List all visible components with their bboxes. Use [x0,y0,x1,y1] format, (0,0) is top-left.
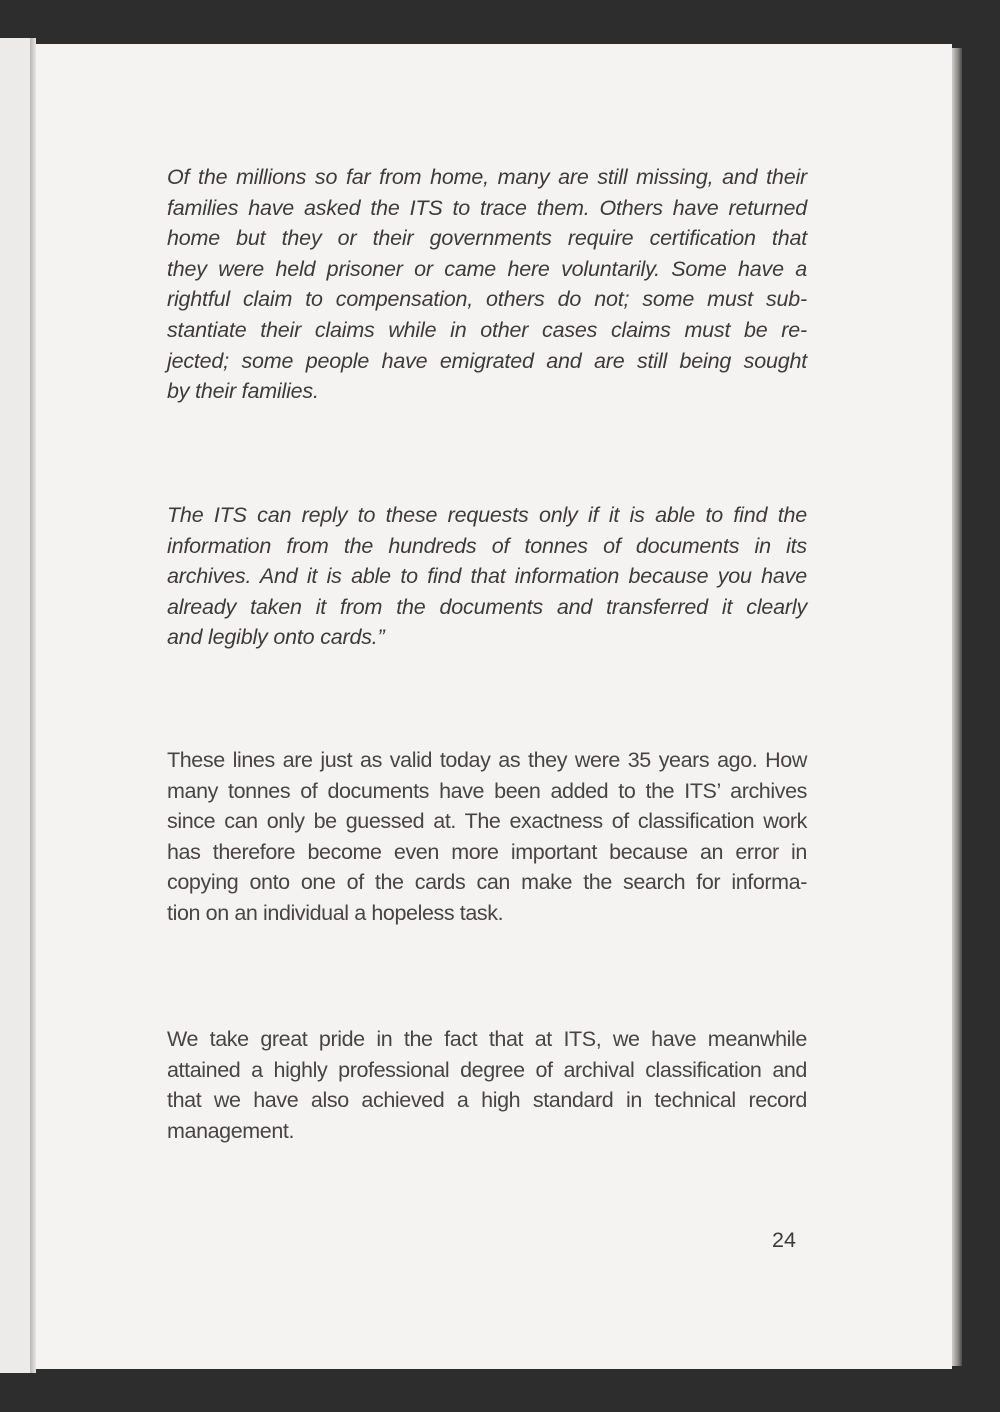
paragraph-1-line: rightful claim to compensation, others do not; some must sub- [167,287,807,312]
paragraph-4-line: management. [167,1118,295,1143]
paragraph-1-line: stantiate their claims while in other cases claims must be re- [167,317,807,342]
paragraph-2-line: archives. And it is able to find that information because you have [167,564,807,589]
paragraph-3-line: has therefore become even more important because an error in [167,839,807,864]
paragraph-3 [167,745,807,929]
paragraph-2 [167,500,807,653]
paragraph-2-line: The ITS can reply to these requests only if it is able to find the [167,503,807,527]
paragraph-1-line: home but they or their governments require certification that [167,226,807,251]
paragraph-1 [167,162,807,407]
paragraph-1-line: families have asked the ITS to trace them. Others have returned [167,195,807,220]
paragraph-1-line: Of the millions so far from home, many are still missing, and their [167,165,807,189]
paragraph-4-line: We take great pride in the fact that at ITS, we have meanwhile [167,1027,807,1051]
paragraph-3-line: many tonnes of documents have been added to the ITS’ archives [167,778,807,803]
paragraph-1-line: jected; some people have emigrated and are still being sought [167,348,807,373]
paragraph-4 [167,1024,807,1146]
paragraph-2-line: already taken it from the documents and transferred it clearly [167,594,807,619]
paragraph-4-line: attained a highly professional degree of archival classification and [167,1057,807,1082]
paragraph-3-line: These lines are just as valid today as they were 35 years ago. How [167,748,807,772]
paragraph-3-line: copying onto one of the cards can make the search for informa- [167,870,807,895]
paragraph-3-line: tion on an individual a hopeless task. [167,900,504,925]
paragraph-4-line: that we have also achieved a high standard in technical record [167,1088,807,1113]
facing-page-edge [0,38,30,1373]
page-number: 24 [772,1228,796,1252]
paragraph-1-line: they were held prisoner or came here voluntarily. Some have a [167,256,807,281]
paragraph-1-line: by their families. [167,379,319,404]
paragraph-2-line: information from the hundreds of tonnes of documents in its [167,533,807,558]
page-stack-edge [952,48,962,1366]
paragraph-3-line: since can only be guessed at. The exactness of classification work [167,809,807,834]
paragraph-2-line: and legibly onto cards.” [167,625,385,650]
